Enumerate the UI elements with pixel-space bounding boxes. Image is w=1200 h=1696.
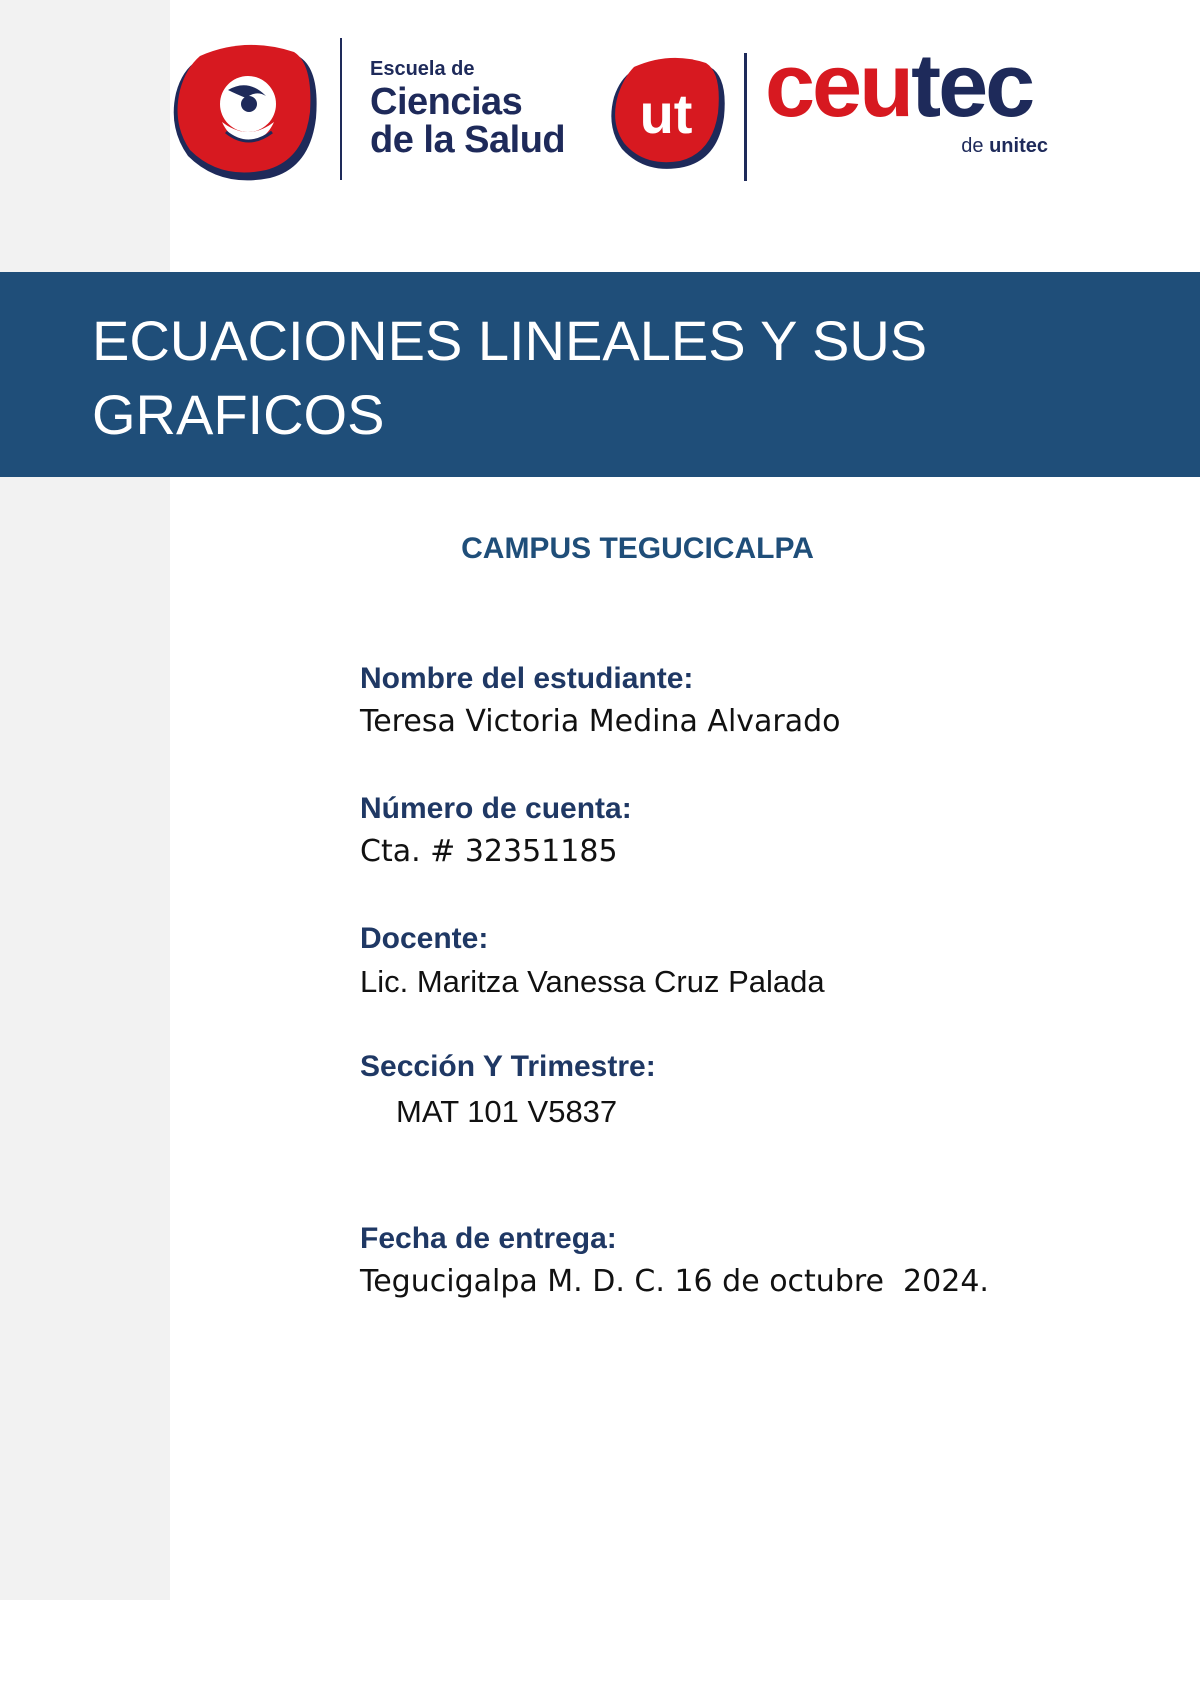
school-logo [165, 30, 585, 225]
ceutec-wordmark-blue: tec [911, 36, 1033, 136]
ceutec-wordmark [765, 36, 1033, 136]
school-logo-line1: Ciencias [370, 81, 523, 123]
ceutec-logo-divider [744, 53, 747, 181]
ceutec-emblem-text: ut [639, 82, 693, 145]
student-name-label: Nombre del estudiante: [360, 662, 694, 695]
school-logo-line2: de la Salud [370, 119, 566, 161]
document-title-line1: ECUACIONES LINEALES Y SUS [92, 309, 928, 372]
account-number-value: Cta. # 32351185 [360, 834, 618, 869]
ceutec-subtitle [961, 135, 1048, 158]
due-date-label: Fecha de entrega: [360, 1222, 617, 1255]
document-title-line2: GRAFICOS [92, 383, 385, 446]
ceutec-emblem-icon [610, 53, 726, 173]
ceutec-logo [610, 36, 1060, 185]
student-name-value: Teresa Victoria Medina Alvarado [360, 704, 841, 739]
section-term-label: Sección Y Trimestre: [360, 1050, 656, 1083]
teacher-label: Docente: [360, 922, 489, 955]
account-number-label: Número de cuenta: [360, 792, 632, 825]
document-title [92, 304, 1092, 452]
ceutec-wordmark-red: ceu [765, 36, 912, 136]
campus-heading: CAMPUS TEGUCICALPA [461, 532, 814, 565]
teacher-value: Lic. Maritza Vanessa Cruz Palada [360, 964, 825, 999]
school-emblem-icon [170, 38, 320, 186]
section-term-value: MAT 101 V5837 [396, 1094, 618, 1129]
school-logo-small-text: Escuela de [370, 58, 475, 80]
school-logo-divider [340, 38, 342, 180]
ceutec-subtitle-bold: unitec [989, 135, 1048, 157]
ceutec-subtitle-light: de [961, 135, 984, 157]
side-strip [0, 0, 170, 1600]
due-date-value: Tegucigalpa M. D. C. 16 de octubre 2024. [360, 1264, 989, 1299]
